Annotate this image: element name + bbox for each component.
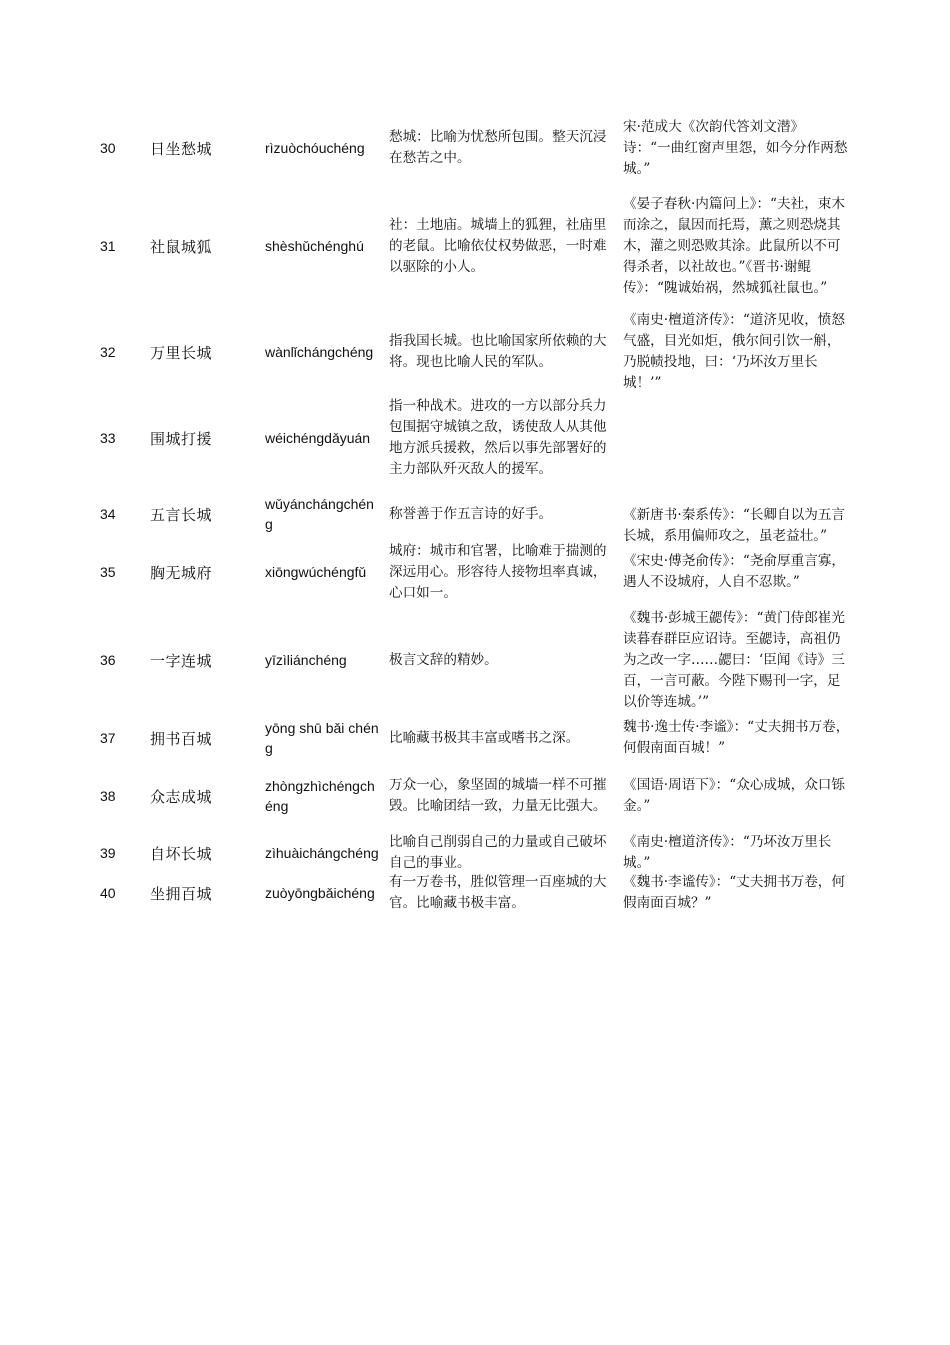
table-row — [0, 312, 950, 392]
idiom-text: 五言长城 — [150, 505, 213, 524]
table-row — [0, 542, 950, 602]
table-row — [0, 830, 950, 876]
table-row — [0, 116, 950, 180]
row-number: 40 — [100, 885, 116, 901]
meaning-text: 指一种战术。进攻的一方以部分兵力包围据守城镇之敌，诱使敌人从其他地方派兵援救，然后以事先部署好的主力部队歼灭敌人的援军。 — [389, 398, 607, 477]
table-row — [0, 602, 950, 718]
source-text: 《魏书·李谧传》：“丈夫拥书万卷，何假南面百城？” — [623, 874, 845, 911]
meaning-text: 有一万卷书，胜似管理一百座城的大官。比喻藏书极丰富。 — [389, 874, 607, 911]
idiom-text: 围城打援 — [150, 429, 213, 448]
meaning-text: 指我国长城。也比喻国家所依赖的大将。现也比喻人民的军队。 — [389, 333, 607, 370]
row-number: 39 — [100, 845, 116, 861]
table-row — [0, 716, 950, 760]
source-text: 宋·范成大《次韵代答刘文潜》诗：“一曲红窗声里怨，如今分作两愁城。” — [623, 118, 848, 177]
source-text: 《宋史·傅尧俞传》：“尧俞厚重言寡，遇人不设城府，人自不忍欺。” — [623, 553, 845, 590]
table-row — [0, 486, 950, 542]
pinyin-text: wéichéngdǎyuán — [265, 430, 371, 446]
meaning-text: 称誉善于作五言诗的好手。 — [389, 505, 553, 522]
pinyin-text: zhòngzhìchéngchéng — [265, 778, 375, 814]
row-number: 30 — [100, 140, 116, 156]
meaning-text: 万众一心，象坚固的城墙一样不可摧毁。比喻团结一致，力量无比强大。 — [389, 777, 607, 814]
pinyin-text: zìhuàichángchéng — [265, 845, 379, 861]
idiom-text: 万里长城 — [150, 343, 213, 362]
meaning-text: 极言文辞的精妙。 — [389, 651, 498, 668]
row-number: 32 — [100, 344, 116, 360]
meaning-text: 城府：城市和官署，比喻难于揣测的深远用心。形容待人接物坦率真诚，心口如一。 — [389, 542, 607, 601]
pinyin-text: yōng shū bǎi chéng — [265, 720, 379, 756]
idiom-text: 坐拥百城 — [150, 884, 213, 903]
idiom-text: 拥书百城 — [150, 729, 213, 748]
pinyin-text: wǔyánchángchéng — [265, 496, 374, 532]
source-text — [623, 388, 851, 488]
pinyin-text: shèshǔchénghú — [265, 238, 364, 254]
source-text: 《晏子春秋·内篇问上》：“夫社，束木而涂之，鼠因而托焉，薰之则恐烧其木，灌之则恐败其涂。此鼠所以不可得杀者，以社故也。”《晋书·谢鲲传》：“隗诚始祸，然城狐社鼠也。” — [623, 195, 845, 296]
table-row — [0, 872, 950, 914]
meaning-text: 比喻自己削弱自己的力量或自己破坏自己的事业。 — [389, 834, 607, 871]
table-row — [0, 182, 950, 310]
row-number: 37 — [100, 730, 116, 746]
idiom-text: 社鼠城狐 — [150, 237, 213, 256]
row-number: 35 — [100, 564, 116, 580]
idiom-text: 胸无城府 — [150, 563, 213, 582]
pinyin-text: xiōngwúchéngfǔ — [265, 564, 367, 580]
source-text: 《新唐书·秦系传》：“长卿自以为五言长城，系用偏师攻之，虽老益壮。” — [623, 507, 845, 544]
row-number: 31 — [100, 238, 116, 254]
table-row — [0, 764, 950, 828]
idiom-text: 一字连城 — [150, 651, 213, 670]
meaning-text: 愁城：比喻为忧愁所包围。整天沉浸在愁苦之中。 — [389, 129, 607, 166]
pinyin-text: zuòyōngbǎichéng — [265, 885, 375, 901]
idiom-text: 自坏长城 — [150, 844, 213, 863]
idiom-text: 众志成城 — [150, 787, 213, 806]
pinyin-text: wànlǐchángchéng — [265, 344, 374, 360]
source-text: 《魏书·彭城王勰传》：“黄门侍郎崔光读暮春群臣应诏诗。至勰诗，高祖仍为之改一字……勰曰：‘臣闻《诗》三百，一言可蔽。今陛下赐刊一字，足以价等连城。’” — [623, 609, 845, 710]
idiom-text: 日坐愁城 — [150, 139, 213, 158]
source-text: 《国语·周语下》：“众心成城，众口铄金。” — [623, 777, 845, 814]
meaning-text: 社：土地庙。城墙上的狐狸，社庙里的老鼠。比喻依仗权势做恶，一时难以驱除的小人。 — [389, 216, 607, 275]
row-number: 33 — [100, 430, 116, 446]
pinyin-text: rìzuòchóuchéng — [265, 140, 365, 156]
row-number: 38 — [100, 788, 116, 804]
row-number: 36 — [100, 652, 116, 668]
row-number: 34 — [100, 506, 116, 522]
source-text: 魏书·逸士传·李谧》：“丈夫拥书万卷，何假南面百城！” — [623, 719, 850, 756]
table-row — [0, 388, 950, 488]
source-text: 《南史·檀道济传》：“道济见收，愤怒气盛，目光如炬，俄尔间引饮一斛，乃脱帻投地，曰：‘乃坏汝万里长城！’” — [623, 312, 845, 391]
pinyin-text: yīzìliánchéng — [265, 652, 347, 668]
source-text: 《南史·檀道济传》：“乃坏汝万里长城。” — [623, 834, 832, 871]
meaning-text: 比喻藏书极其丰富或嗜书之深。 — [389, 729, 580, 746]
